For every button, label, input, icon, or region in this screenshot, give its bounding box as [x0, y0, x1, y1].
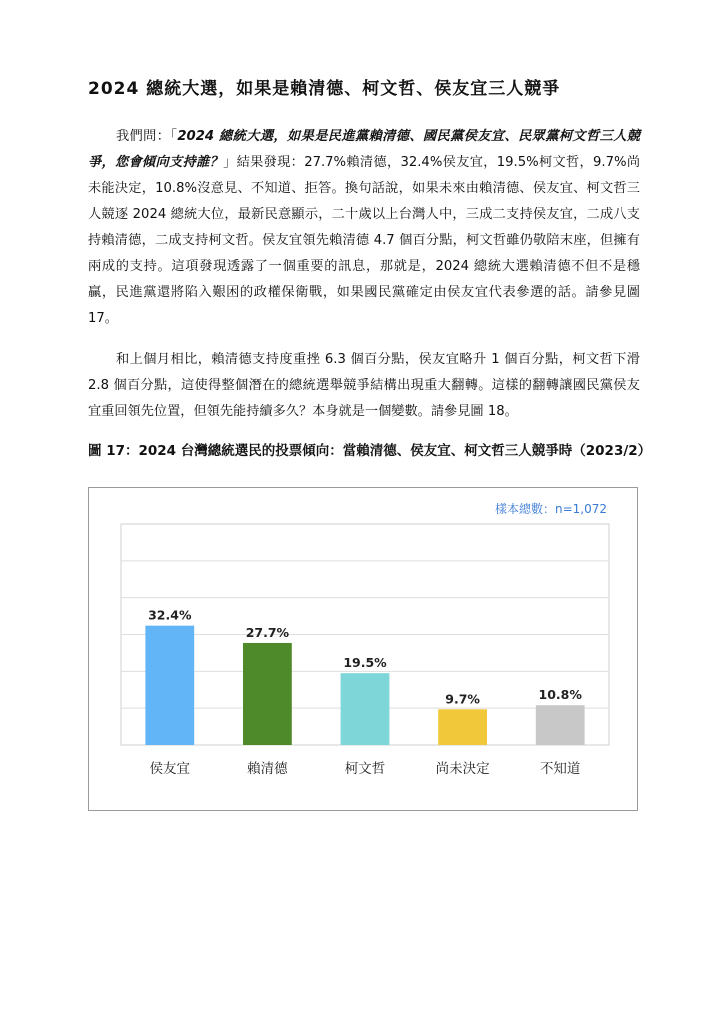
- bar-4: [438, 709, 487, 745]
- bar-2: [243, 643, 292, 745]
- data-label: 9.7%: [445, 691, 480, 707]
- data-label: 10.8%: [538, 687, 582, 703]
- paragraph-1-body: 」結果發現：27.7%賴清德，32.4%侯友宜，19.5%柯文哲，9.7%尚未能決定，10.8%沒意見、不知道、拒答。換句話說，如果未來由賴清德、侯友宜、柯文哲三人競逐 2024 總統大位，最新民意顯示，二十歲以上台灣人中，三成二支持侯友宜，二成八支持賴清德，二成支持柯文哲。侯友宜領先賴清德 4.7 個百分點，柯文哲雖仍敬陪末座，但擁有兩成的支持。這項發現透露了一個重要的訊息，那就是，2024 總統大選賴清德不但不是穩贏，民進黨還將陷入艱困的政權保衛戰，如果國民黨確定由侯友宜代表參選的話。請參見圖 17。: [88, 155, 641, 326]
- bar-chart: [89, 488, 637, 810]
- bar-3: [341, 673, 390, 745]
- data-label: 27.7%: [245, 624, 290, 640]
- bar-1: [145, 626, 194, 745]
- paragraph-1: [88, 124, 640, 332]
- figure-caption: 圖 17：2024 台灣總統選民的投票傾向：當賴清德、侯友宜、柯文哲三人競爭時（2023/2）: [88, 443, 652, 459]
- paragraph-2: 和上個月相比，賴清德支持度重挫 6.3 個百分點，侯友宜略升 1 個百分點，柯文哲下滑 2.8 個百分點，這使得整個潛在的總統選舉競爭結構出現重大翻轉。這樣的翻轉讓國民黨侯友宜重回領先位置，但領先能持續多久？本身就是一個變數。請參見圖 18。: [88, 352, 640, 419]
- bar-5: [536, 705, 585, 745]
- data-label: 19.5%: [343, 655, 387, 671]
- paragraph-1-lead: 我們問：「: [116, 129, 178, 144]
- category-label: 賴清德: [247, 761, 288, 777]
- page-title: 2024 總統大選，如果是賴清德、柯文哲、侯友宜三人競爭: [88, 79, 561, 99]
- chart-frame: [88, 487, 638, 811]
- survey-question: 2024 總統大選，如果是民進黨賴清德、國民黨侯友宜、民眾黨柯文哲三人競爭，您會傾向支持誰？: [88, 129, 640, 170]
- category-label: 柯文哲: [344, 761, 386, 777]
- category-label: 不知道: [539, 761, 581, 777]
- data-label: 32.4%: [148, 607, 192, 623]
- sample-size-label: 樣本總數：n=1,072: [494, 502, 607, 516]
- category-label: 尚未決定: [435, 761, 490, 777]
- category-label: 侯友宜: [149, 761, 191, 777]
